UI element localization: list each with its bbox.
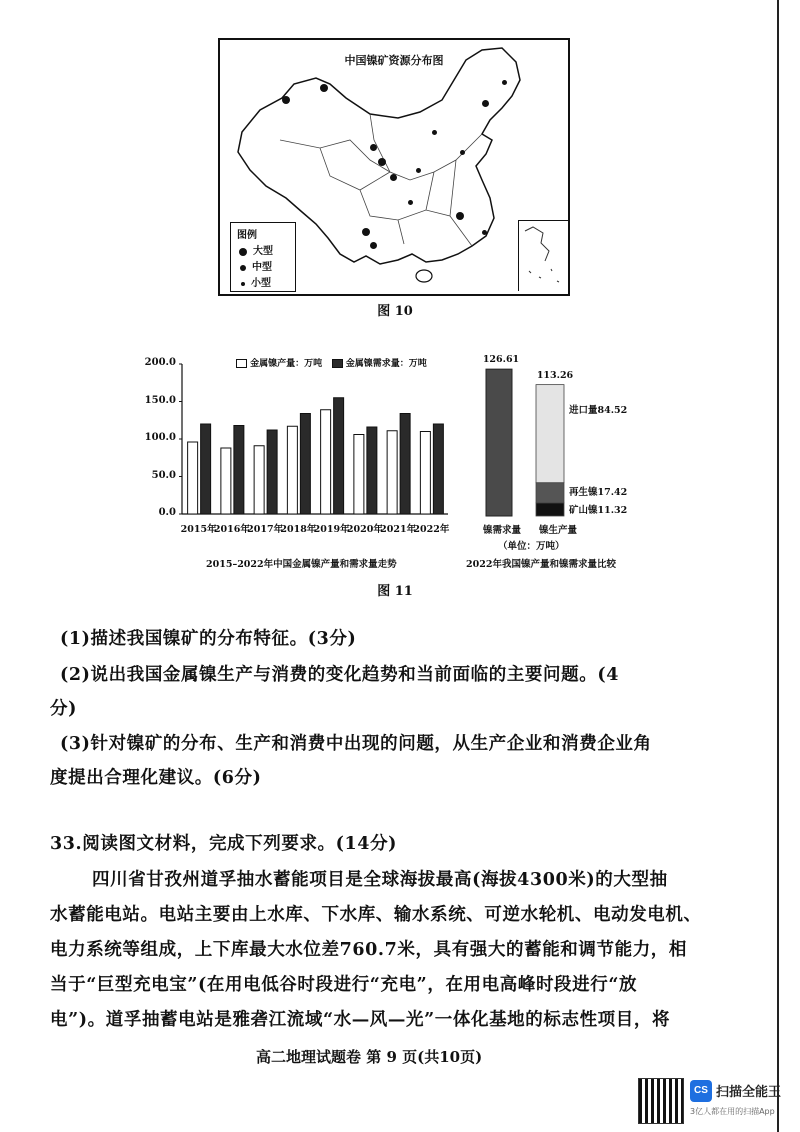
x-tick-label: 2018年 <box>280 524 317 535</box>
page-footer: 高二地理试题卷 第 9 页(共10页) <box>256 1048 483 1066</box>
question-1: (1)描述我国镍矿的分布特征。(3分) <box>60 629 357 649</box>
y-tick-label: 100.0 <box>144 432 176 443</box>
page-edge-line <box>777 0 779 1132</box>
bar-chart-svg <box>140 350 460 580</box>
x-tick-label: 2015年 <box>180 524 217 535</box>
production-bar <box>387 431 397 514</box>
x-tick-label: 2021年 <box>380 524 417 535</box>
y-tick-label: 150.0 <box>144 394 176 406</box>
deposit-dot-medium <box>390 174 397 181</box>
legend-title: 图例 <box>237 230 257 241</box>
supply-segment-mine <box>536 503 564 516</box>
production-demand-chart <box>140 350 460 580</box>
legend-label-medium: 中型 <box>252 262 272 273</box>
y-tick-label: 0.0 <box>158 507 176 518</box>
demand-bar <box>367 427 377 514</box>
camscanner-logo-icon: CS <box>690 1080 712 1102</box>
figure11-caption: 图 11 <box>377 584 413 599</box>
deposit-dot-medium <box>482 100 489 107</box>
deposit-dot-small <box>482 230 487 235</box>
bar-chart-title: 2015–2022年中国金属镍产量和需求量走势 <box>206 559 397 570</box>
recycled-label: 再生镍17.42 <box>569 487 628 498</box>
nickel-map-figure <box>218 38 570 296</box>
legend-label-large: 大型 <box>253 246 273 257</box>
x-tick-label: 2022年 <box>413 524 450 535</box>
supply-total-label: 113.26 <box>536 370 574 381</box>
deposit-dot-medium <box>370 242 377 249</box>
stack-chart-title: 2022年我国镍产量和镍需求量比较 <box>466 559 616 570</box>
deposit-dot-large <box>282 96 290 104</box>
demand-bar <box>267 430 277 514</box>
deposit-dot-large <box>456 212 464 220</box>
legend-demand-label: 金属镍需求量：万吨 <box>345 359 427 369</box>
demand-bar <box>234 426 244 515</box>
camscanner-app-name: 扫描全能王 <box>716 1085 782 1100</box>
legend-production-label: 金属镍产量：万吨 <box>250 359 323 369</box>
x-tick-label: 2017年 <box>247 524 284 535</box>
legend-label-small: 小型 <box>251 278 271 289</box>
question-2-line2: 分) <box>50 699 77 719</box>
x-tick-label: 2019年 <box>313 524 350 535</box>
question-2-line1: (2)说出我国金属镍生产与消费的变化趋势和当前面临的主要问题。(4 <box>60 665 619 685</box>
small-dot-icon <box>241 282 245 286</box>
q33-paragraph-line: 当于“巨型充电宝”(在用电低谷时段进行“充电”，在用电高峰时段进行“放 <box>50 975 638 995</box>
qr-code <box>638 1078 684 1124</box>
y-tick-label: 50.0 <box>151 469 176 481</box>
q33-paragraph-line: 电力系统等组成，上下库最大水位差760.7米，具有强大的蓄能和调节能力，相 <box>50 940 687 960</box>
supply-segment-recycled <box>536 483 564 503</box>
demand-category-label: 镍需求量 <box>482 525 521 536</box>
y-tick-label: 200.0 <box>144 357 176 368</box>
production-bar <box>188 442 198 514</box>
q33-paragraph-line: 电”)。道孚抽蓄电站是雅砻江流域“水—风—光”一体化基地的标志性项目，将 <box>50 1010 671 1030</box>
demand-value-label: 126.61 <box>482 354 520 365</box>
demand-bar <box>300 414 310 515</box>
medium-dot-icon <box>240 265 246 271</box>
large-dot-icon <box>239 248 247 256</box>
question-3-line1: (3)针对镍矿的分布、生产和消费中出现的问题，从生产企业和消费企业角 <box>60 734 652 754</box>
mine-label: 矿山镍11.32 <box>569 505 628 516</box>
unit-note: （单位：万吨） <box>498 541 565 552</box>
deposit-dot-large <box>320 84 328 92</box>
legend-row-small <box>239 274 271 289</box>
production-bar <box>287 426 297 514</box>
import-label: 进口量84.52 <box>569 405 628 416</box>
demand-bar <box>334 398 344 514</box>
inset-islands <box>519 221 567 289</box>
x-tick-label: 2016年 <box>213 524 250 535</box>
figure10-caption: 图 10 <box>377 304 413 319</box>
supply-demand-2022-chart <box>470 350 670 570</box>
production-bar <box>321 410 331 514</box>
demand-bar <box>201 424 211 514</box>
supply-category-label: 镍生产量 <box>538 525 577 536</box>
stack-chart-svg <box>470 350 670 570</box>
legend-row-large <box>239 242 273 257</box>
deposit-dot-small <box>502 80 507 85</box>
question-33-heading: 33.阅读图文材料，完成下列要求。(14分) <box>50 834 398 854</box>
question-3-line2: 度提出合理化建议。(6分) <box>50 768 262 788</box>
production-bar <box>254 446 264 514</box>
deposit-dot-large <box>378 158 386 166</box>
demand-bar <box>486 369 512 516</box>
legend-row-medium <box>239 258 272 273</box>
production-bar <box>354 435 364 515</box>
demand-bar <box>400 414 410 515</box>
production-bar <box>420 432 430 515</box>
x-tick-label: 2020年 <box>346 524 383 535</box>
production-bar <box>221 448 231 514</box>
map-title: 中国镍矿资源分布图 <box>344 54 444 67</box>
map-legend <box>230 222 296 292</box>
q33-paragraph-line: 四川省甘孜州道孚抽水蓄能项目是全球海拔最高(海拔4300米)的大型抽 <box>92 870 668 890</box>
deposit-dot-small <box>460 150 465 155</box>
deposit-dot-small <box>432 130 437 135</box>
south-china-sea-inset <box>518 220 569 291</box>
demand-bar <box>433 424 443 514</box>
deposit-dot-large <box>362 228 370 236</box>
deposit-dot-small <box>416 168 421 173</box>
camscanner-tagline: 3亿人都在用的扫描App <box>690 1107 775 1116</box>
q33-paragraph-line: 水蓄能电站。电站主要由上水库、下水库、输水系统、可逆水轮机、电动发电机、 <box>50 905 702 925</box>
supply-segment-import <box>536 385 564 483</box>
deposit-dot-medium <box>370 144 377 151</box>
deposit-dot-small <box>408 200 413 205</box>
